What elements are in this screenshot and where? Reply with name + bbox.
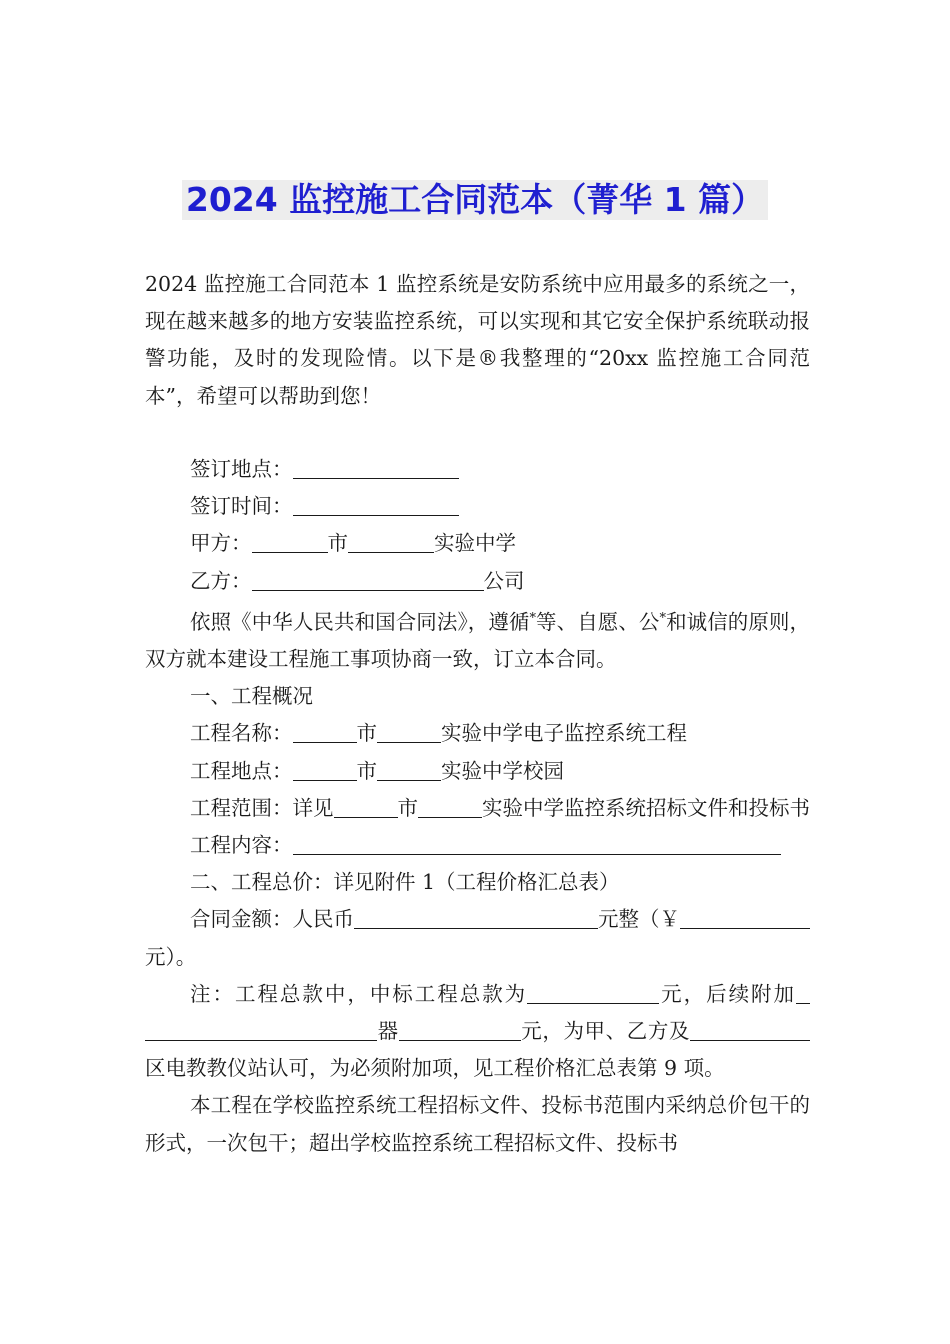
intro-paragraph: 2024 监控施工合同范本 1 监控系统是安防系统中应用最多的系统之一，现在越来越多的地方安装监控系统，可以实现和其它安全保护系统联动报警功能，及时的发现险情。以下是®我整理的“20xx 监控施工合同范本”，希望可以帮助到您！: [145, 272, 810, 408]
project-site-blank-2: [377, 758, 441, 781]
project-name-blank-1: [293, 720, 357, 743]
project-name-blank-2: [377, 720, 441, 743]
party-a-school: 实验中学: [434, 531, 516, 556]
project-content-blank: [293, 832, 781, 855]
sign-place-label: 签订地点：: [190, 457, 293, 481]
note-paragraph: [145, 976, 810, 1088]
project-site-city: 市: [356, 758, 377, 783]
project-name-city: 市: [356, 721, 377, 746]
sign-time-label: 签订时间：: [190, 494, 293, 519]
note-text-4: 元，为甲、乙方及: [520, 1019, 691, 1044]
note-blank-district-1: [690, 1018, 776, 1041]
basis-paragraph: [145, 600, 810, 678]
asterisk-mark-1: *: [529, 610, 536, 626]
amount-blank-words: [354, 906, 598, 929]
document-title: 2024 监控施工合同范本（菁华 1 篇）: [182, 180, 768, 220]
note-text-2: 元，后续附加: [659, 981, 797, 1006]
note-blank-extra-1: [796, 981, 810, 1004]
note-text-3: 器: [377, 1019, 399, 1044]
project-name-label: 工程名称：: [190, 721, 293, 746]
party-a-label: 甲方：: [190, 531, 252, 556]
amount-blank-digits-2: [776, 906, 810, 929]
project-site-blank-1: [293, 758, 357, 781]
basis-text-1: 依照《中华人民共和国合同法》，遵循: [190, 609, 530, 634]
party-b-label: 乙方：: [190, 568, 252, 593]
project-content-label: 工程内容：: [190, 833, 293, 858]
project-name-suffix: 实验中学电子监控系统工程: [441, 721, 687, 746]
basis-text-3: 和诚信的原则，双方就本建设工程施工事项协商一致，订立本合同。: [145, 609, 811, 672]
basis-text-2: 等、自愿、公: [535, 609, 660, 634]
project-scope-blank-1: [334, 795, 398, 818]
sign-time-line: [145, 488, 810, 525]
note-blank-device: [399, 1018, 521, 1041]
contract-body: [145, 451, 810, 1162]
project-content-line: [145, 827, 810, 864]
project-site-label: 工程地点：: [190, 758, 293, 783]
project-site-suffix: 实验中学校园: [441, 758, 564, 783]
party-a-line: [145, 525, 810, 562]
amount-end: 元）。: [145, 944, 197, 969]
note-text-5: 区电教教仪站认可，为必须附加项，见工程价格汇总表第 9 项。: [145, 1056, 725, 1081]
sign-place-line: [145, 451, 810, 488]
party-b-line: [145, 563, 810, 600]
intro-section: [145, 266, 810, 415]
party-a-city: 市: [327, 531, 348, 556]
note-text-1: 注：工程总款中，中标工程总款为: [190, 981, 528, 1006]
amount-blank-digits-1: [680, 906, 776, 929]
lump-sum-paragraph: 本工程在学校监控系统工程招标文件、投标书范围内采纳总价包干的形式，一次包干；超出学校监控系统工程招标文件、投标书: [145, 1093, 810, 1155]
project-name-line: [145, 715, 810, 752]
project-scope-suffix: 实验中学监控系统招标文件和投标书: [482, 795, 810, 820]
title-container: [0, 180, 950, 220]
party-a-blank-2: [348, 530, 434, 553]
project-scope-city: 市: [397, 795, 418, 820]
party-b-suffix: 公司: [483, 568, 525, 593]
project-scope-blank-2: [418, 795, 482, 818]
note-blank-bid: [527, 981, 659, 1004]
sign-time-blank: [293, 493, 459, 516]
party-a-blank-1: [252, 530, 328, 553]
asterisk-mark-2: *: [659, 610, 666, 626]
section-2-heading: 二、工程总价：详见附件 1（工程价格汇总表）: [190, 870, 620, 895]
note-blank-extra-2: [145, 1018, 377, 1041]
party-b-blank: [252, 568, 484, 591]
amount-middle: 元整（￥: [598, 907, 680, 932]
contract-amount-line: [145, 901, 810, 975]
amount-label: 合同金额：人民币: [190, 907, 354, 932]
project-scope-label: 工程范围：详见: [190, 795, 334, 820]
project-site-line: [145, 753, 810, 790]
note-blank-district-2: [776, 1018, 810, 1041]
sign-place-blank: [293, 456, 459, 479]
project-scope-line: [145, 790, 810, 827]
section-1-heading: 一、工程概况: [190, 684, 313, 709]
